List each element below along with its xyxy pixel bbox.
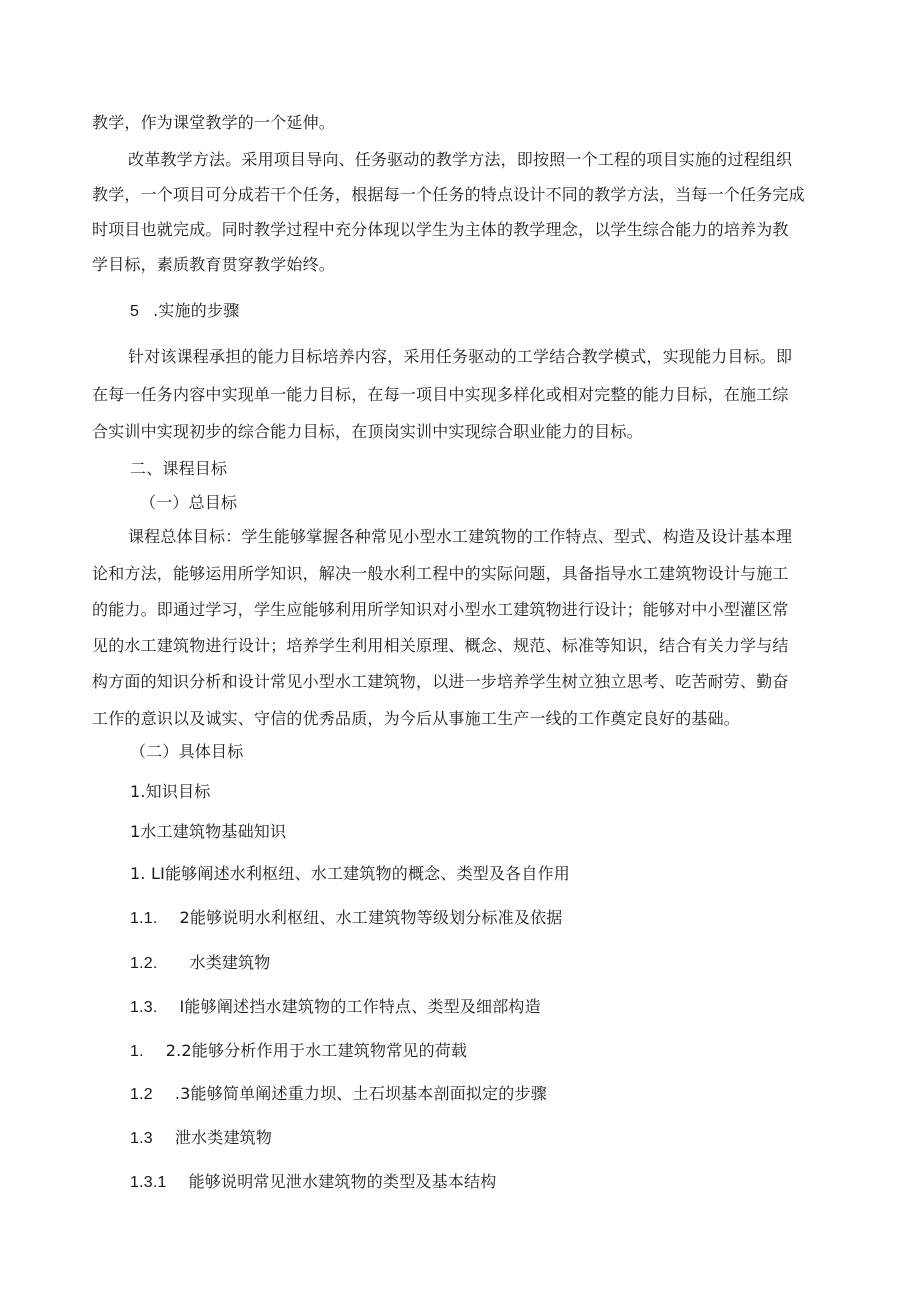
list-item [130,1084,547,1105]
list-item [130,997,541,1018]
knowledge-goal-heading: 1.知识目标 [130,782,211,801]
paragraph-line: 时项目也就完成。同时教学过程中充分体现以学生为主体的教学理念，以学生综合能力的培养为教 [92,220,789,239]
list-item [130,908,562,929]
paragraph-line: 构方面的知识分析和设计常见小型水工建筑物，以进一步培养学生树立独立思考、吃苦耐劳、勤奋 [92,672,789,691]
section-heading-course-goals: 二、课程目标 [130,459,228,478]
item-number: 1.2. [130,955,158,972]
item-number: 1.3.1 [130,1174,167,1191]
paragraph-line: 课程总体目标：学生能够掌握各种常见小型水工建筑物的工作特点、型式、构造及设计基本理 [128,527,793,546]
item-number: 1. [130,1043,144,1060]
paragraph-line: 教学，作为课堂教学的一个延伸。 [92,113,336,132]
paragraph-line: 教学，一个项目可分成若干个任务，根据每一个任务的特点设计不同的教学方法，当每一个任务完成 [92,185,805,204]
paragraph-line: 工作的意识以及诚实、守信的优秀品质，为今后从事施工生产一线的工作奠定良好的基础。 [92,709,741,728]
item-text: 能够说明常见泄水建筑物的类型及基本结构 [188,1172,497,1191]
heading-number: 5 [130,303,140,320]
paragraph-line: 针对该课程承担的能力目标培养内容，采用任务驱动的工学结合教学模式，实现能力目标。即 [128,347,793,366]
item-number: 1.3. [130,999,158,1016]
item-text: I能够阐述挡水建筑物的工作特点、类型及细部构造 [179,997,541,1016]
item-number: 1.1. [130,910,158,927]
item-text: .3能够简单阐述重力坝、土石坝基本剖面拟定的步骤 [174,1084,547,1103]
paragraph-line: 学目标，素质教育贯穿教学始终。 [92,255,336,274]
list-item [130,1041,467,1062]
list-item [130,1128,272,1149]
list-item [130,1172,496,1193]
item-text: 水类建筑物 [189,953,271,972]
list-item: 1水工建筑物基础知识 [130,822,287,841]
item-number: 1.3 [130,1130,153,1147]
item-text: 2.2能够分析作用于水工建筑物常见的荷载 [165,1041,468,1060]
item-text: 2能够说明水利枢纽、水工建筑物等级划分标准及依据 [179,908,563,927]
item-number: 1.2 [130,1086,153,1103]
list-item: 1. LI能够阐述水利枢纽、水工建筑物的概念、类型及各自作用 [130,864,570,883]
paragraph-line: 在每一任务内容中实现单一能力目标，在每一项目中实现多样化或相对完整的能力目标，在施工综 [92,385,789,404]
list-item [130,953,271,974]
section-heading-steps [130,301,239,322]
paragraph-line: 见的水工建筑物进行设计；培养学生利用相关原理、概念、规范、标准等知识，结合有关力学与结 [92,636,789,655]
paragraph-line: 论和方法，能够运用所学知识，解决一般水利工程中的实际问题，具备指导水工建筑物设计与施工 [92,564,789,583]
subsection-heading-general: （一）总目标 [140,493,238,512]
paragraph-line: 改革教学方法。采用项目导向、任务驱动的教学方法，即按照一个工程的项目实施的过程组织 [128,150,793,169]
subsection-heading-specific: （二）具体目标 [130,742,244,761]
heading-text: .实施的步骤 [153,301,240,320]
paragraph-line: 的能力。即通过学习，学生应能够利用所学知识对小型水工建筑物进行设计；能够对中小型灌区常 [92,600,789,619]
paragraph-line: 合实训中实现初步的综合能力目标，在顶岗实训中实现综合职业能力的目标。 [92,422,643,441]
item-text: 泄水类建筑物 [174,1128,273,1147]
